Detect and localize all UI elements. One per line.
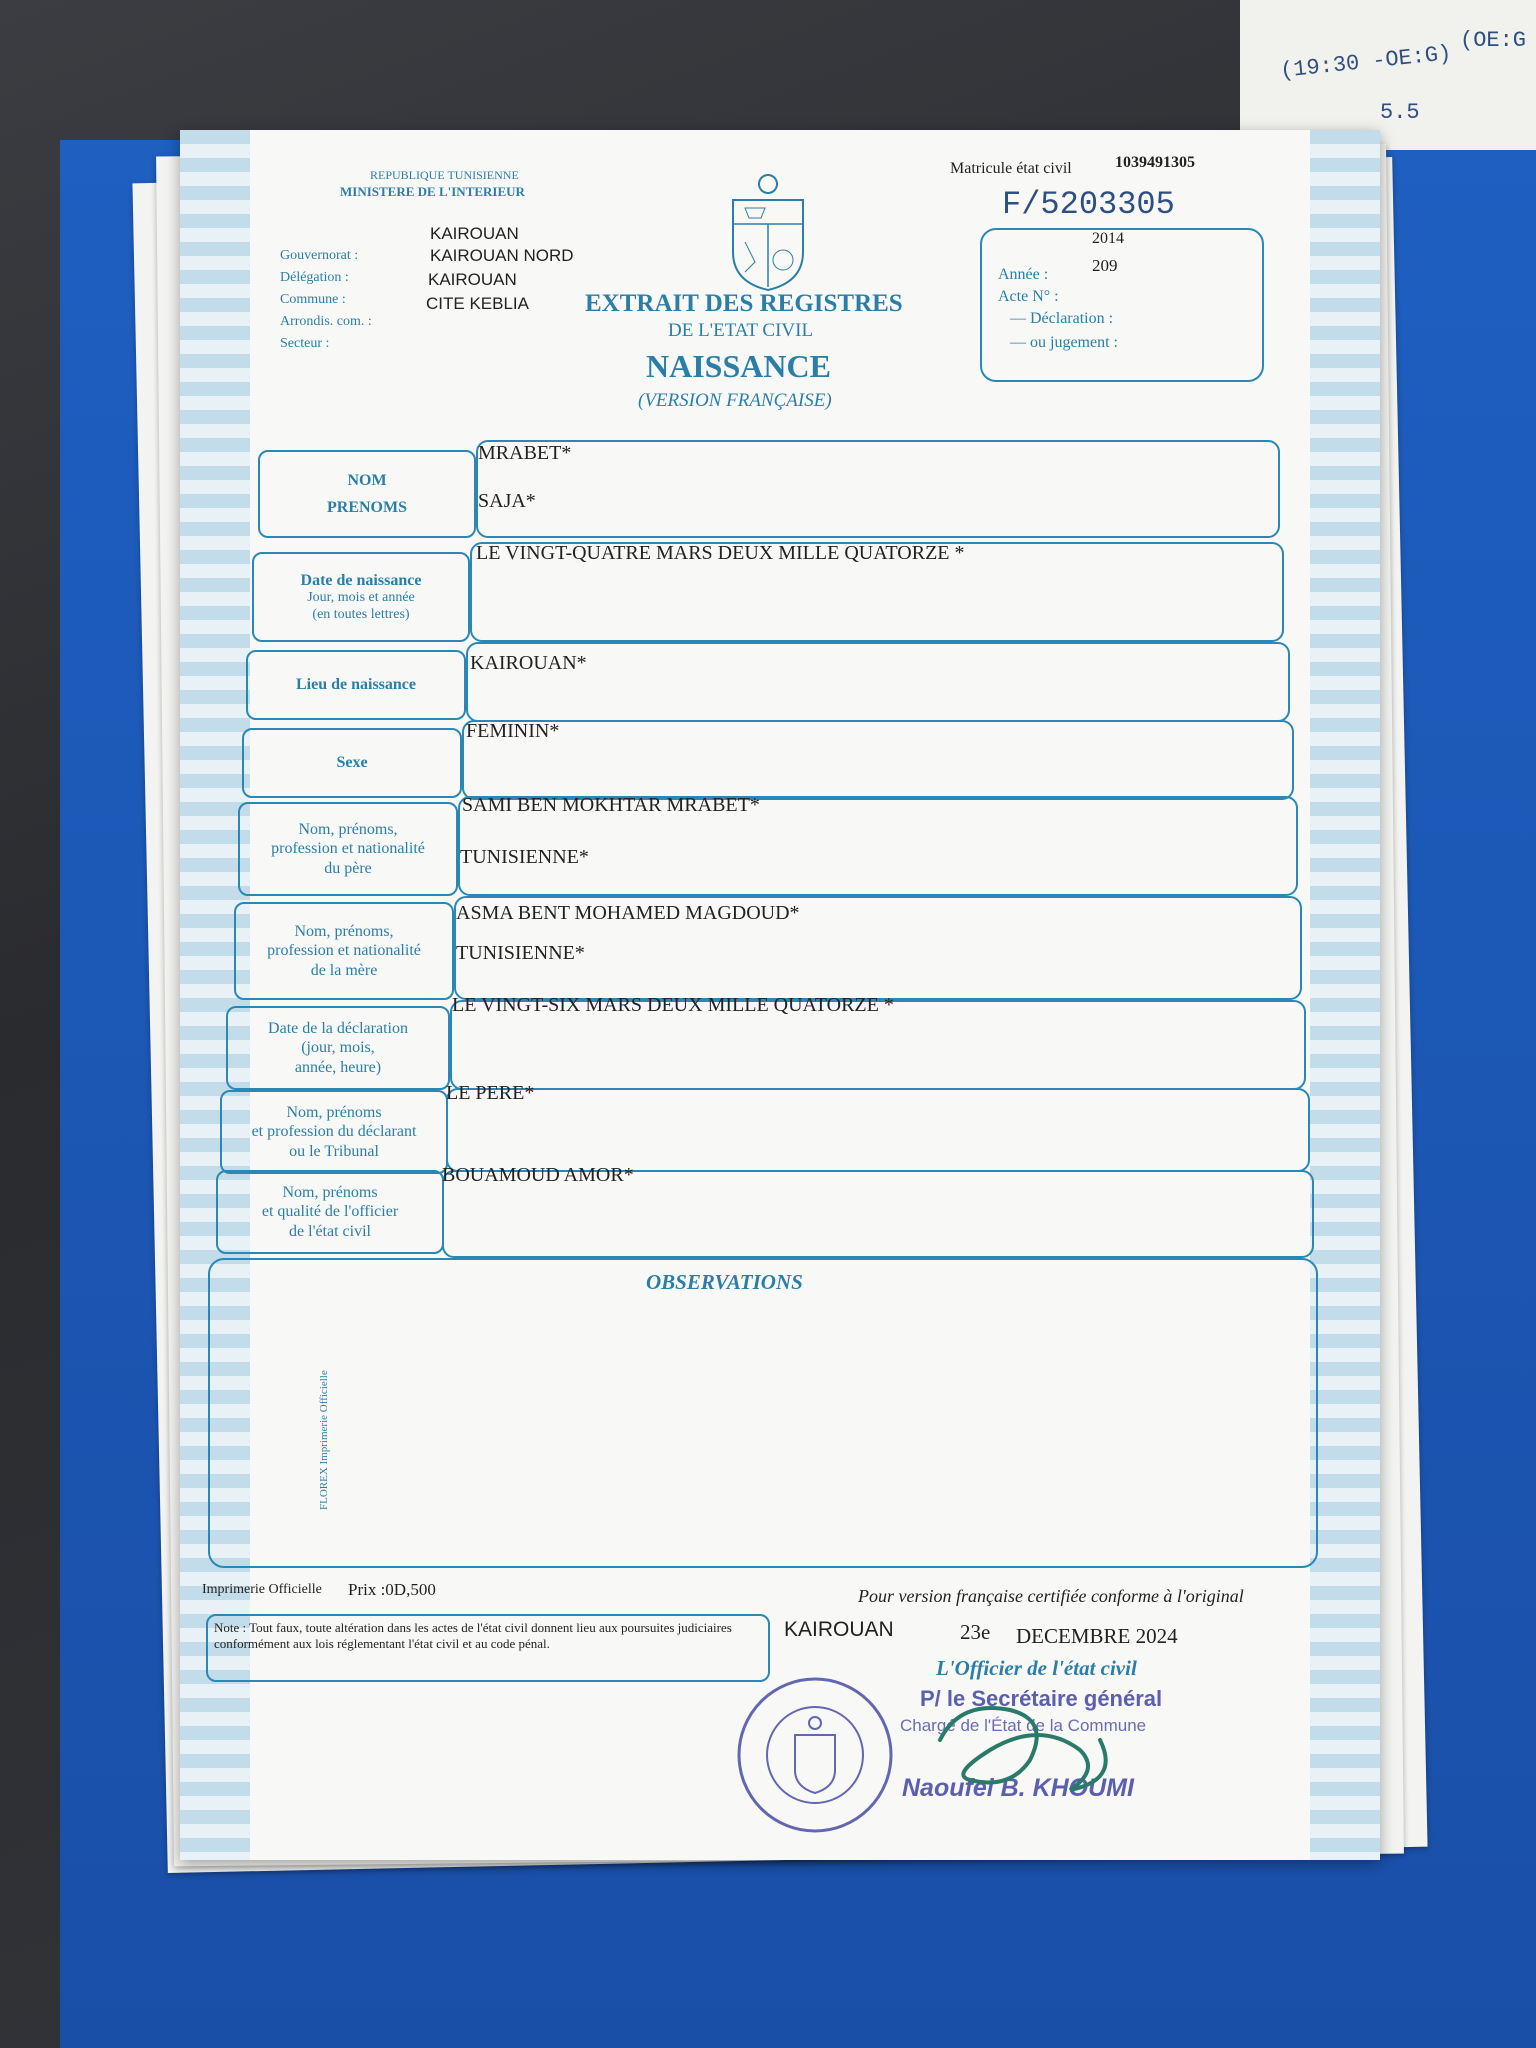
observations-label: OBSERVATIONS	[646, 1270, 803, 1294]
republic-label: REPUBLIQUE TUNISIENNE	[370, 168, 519, 182]
mere-nationalite-value: TUNISIENNE*	[456, 942, 585, 964]
mere-label-line1: Nom, prénoms,	[294, 923, 394, 941]
date-naissance-label	[252, 552, 470, 642]
acte-value: 209	[1092, 256, 1118, 275]
mere-label-line2: profession et nationalité	[267, 942, 421, 960]
title-naissance: NAISSANCE	[646, 348, 831, 384]
top-paper-text-a: (19:30 -OE:G)	[1279, 41, 1453, 84]
prenoms-value: SAJA*	[478, 490, 536, 512]
commune-value: KAIROUAN	[428, 270, 517, 289]
declaration-label: — Déclaration :	[1010, 310, 1114, 327]
lieu-signature: KAIROUAN	[784, 1618, 894, 1641]
sexe-label	[242, 728, 462, 798]
commune-label: Commune :	[280, 292, 346, 307]
prenoms-label: PRENOMS	[327, 499, 407, 516]
officier-value: BOUAMOUD AMOR*	[442, 1164, 634, 1186]
tunisia-emblem-icon	[725, 172, 811, 292]
pere-label	[238, 802, 458, 896]
delegation-value: KAIROUAN NORD	[430, 246, 574, 265]
background-paper	[1240, 0, 1536, 150]
declarant-label-line2: et profession du déclarant	[251, 1123, 417, 1141]
side-print: FLOREX Imprimerie Officielle	[318, 1370, 330, 1510]
matricule-label: Matricule état civil	[950, 160, 1072, 177]
annee-label: Année :	[998, 266, 1049, 283]
mere-label-line3: de la mère	[310, 961, 378, 979]
date-naissance-sub1: Jour, mois et année	[307, 589, 415, 605]
decl-label-line3: année, heure)	[294, 1058, 382, 1076]
birth-certificate	[180, 130, 1380, 1860]
stamp-charge: Chargé de l'État de la Commune	[900, 1716, 1147, 1735]
arrondissement-label: Arrondis. com. :	[280, 314, 372, 329]
date-naissance-sub2: (en toutes lettres)	[312, 606, 410, 622]
officier-label-line1: Nom, prénoms	[282, 1184, 378, 1202]
officier-label-line3: de l'état civil	[289, 1222, 371, 1240]
title-registres: EXTRAIT DES REGISTRES	[585, 290, 903, 317]
acte-label: Acte N° :	[998, 288, 1059, 305]
arrondissement-value: CITE KEBLIA	[426, 294, 529, 313]
secteur-label: Secteur :	[280, 336, 330, 351]
certifiee-label: Pour version française certifiée conforme à l'original	[858, 1586, 1244, 1606]
decl-label-line2: (jour, mois,	[301, 1039, 375, 1057]
lieu-naissance-label	[246, 650, 466, 720]
lieu-value: KAIROUAN*	[470, 652, 587, 674]
mois-annee-signature: DECEMBRE 2024	[1016, 1624, 1178, 1648]
jour-signature: 23e	[960, 1620, 991, 1644]
nom-value: MRABET*	[478, 442, 572, 464]
gouvernorat-label: Gouvernorat :	[280, 248, 359, 263]
mere-label	[234, 902, 454, 1000]
decl-label-line1: Date de la déclaration	[268, 1020, 408, 1038]
pere-nom-value: SAMI BEN MOKHTAR MRABET*	[462, 794, 760, 816]
pere-label-line1: Nom, prénoms,	[298, 821, 398, 839]
lieu-label-text: Lieu de naissance	[295, 676, 416, 694]
declarant-label	[220, 1090, 448, 1174]
jugement-label: — ou jugement :	[1010, 334, 1118, 351]
title-etat-civil: DE L'ETAT CIVIL	[668, 320, 814, 341]
official-stamp-icon	[735, 1675, 895, 1835]
nom-prenoms-label	[258, 450, 476, 538]
sexe-box	[462, 720, 1294, 800]
officier-label	[216, 1170, 444, 1254]
prix-label: Prix :0D,500	[348, 1580, 436, 1599]
officier-label-line2: et qualité de l'officier	[261, 1203, 399, 1221]
title-version: (VERSION FRANÇAISE)	[638, 390, 832, 411]
decorative-border-right	[1310, 130, 1380, 1860]
stamp-secretaire: P/ le Secrétaire général	[920, 1686, 1163, 1711]
lieu-naissance-box	[466, 642, 1290, 722]
declarant-label-line1: Nom, prénoms	[286, 1104, 382, 1122]
matricule-value: 1039491305	[1115, 154, 1195, 171]
note-text: Note : Tout faux, toute altération dans les actes de l'état civil donnent lieu aux poursuites judiciaires conformément aux lois réglementant l'état civil et au code pénal.	[214, 1620, 732, 1651]
sexe-value: FEMININ*	[466, 720, 560, 742]
declarant-value: LE PERE*	[446, 1082, 535, 1104]
nom-label: NOM	[347, 471, 387, 489]
pere-label-line3: du père	[324, 859, 372, 877]
declaration-date-value: LE VINGT-SIX MARS DEUX MILLE QUATORZE *	[452, 994, 894, 1016]
top-paper-text-c: 5.5	[1380, 100, 1420, 125]
officier-signature-title: L'Officier de l'état civil	[936, 1656, 1137, 1680]
handwritten-signature-icon	[900, 1680, 1180, 1820]
imprimerie-label: Imprimerie Officielle	[202, 1582, 322, 1597]
date-naissance-title: Date de naissance	[300, 571, 422, 589]
sexe-label-text: Sexe	[336, 754, 368, 772]
ministry-label: MINISTERE DE L'INTERIEUR	[340, 184, 525, 199]
nom-prenoms-box	[476, 440, 1280, 538]
pere-label-line2: profession et nationalité	[271, 840, 425, 858]
annee-value: 2014	[1092, 230, 1124, 247]
mere-nom-value: ASMA BENT MOHAMED MAGDOUD*	[456, 902, 800, 924]
declaration-date-label	[226, 1006, 450, 1090]
declarant-box	[446, 1088, 1310, 1172]
pere-nationalite-value: TUNISIENNE*	[460, 846, 589, 868]
date-naissance-value: LE VINGT-QUATRE MARS DEUX MILLE QUATORZE *	[476, 542, 965, 564]
serial-number: F/5203305	[1002, 186, 1175, 223]
observations-box	[208, 1258, 1318, 1568]
delegation-label: Délégation :	[280, 270, 349, 285]
declarant-label-line3: ou le Tribunal	[289, 1142, 379, 1160]
stamp-name: Naoufel B. KHOUMI	[902, 1774, 1134, 1802]
gouvernorat-value: KAIROUAN	[430, 224, 519, 243]
top-paper-text-b: (OE:G	[1460, 28, 1527, 53]
